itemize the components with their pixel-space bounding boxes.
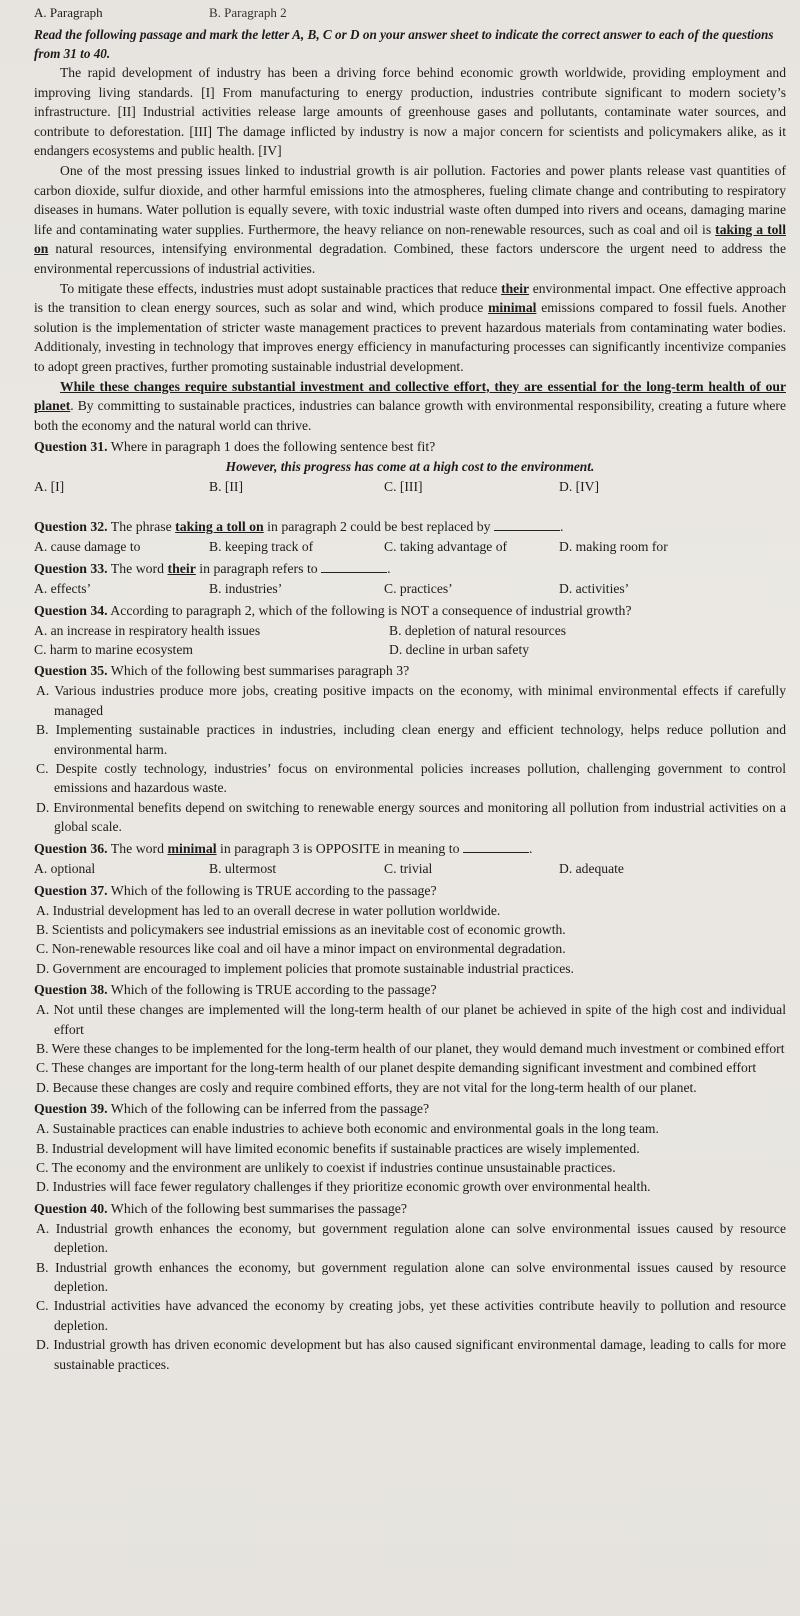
question-36: Question 36. The word minimal in paragraph 3 is OPPOSITE in meaning to . xyxy=(34,840,533,856)
option-b: B. Scientists and policymakers see industrial emissions as an inevitable cost of economic growth. xyxy=(36,921,566,937)
passage-paragraph-2: One of the most pressing issues linked to industrial growth is air pollution. Factories and power plants release vast quantities of carbon dioxide, sulfur dioxide, and other harmful emissions into the atmospheres, fueling climate change and contributing to respiratory diseases in humans. Water pollution is equally severe, with toxic industrial waste often dumped into rivers and oceans, damaging marine life and contaminating water supplies. Furthermore, the heavy reliance on non-renewable resources, such as coal and oil is taking a toll on natural resources, intensifying environmental degradation. Combined, these factors underscore the urgent need to address the environmental repercussions of industrial activities. xyxy=(34,162,786,276)
question-35: Question 35. Which of the following best summarises paragraph 3? xyxy=(34,663,410,679)
option-a: A. an increase in respiratory health issues xyxy=(34,623,261,639)
option-b: B. keeping track of xyxy=(209,539,314,555)
question-31-sentence: However, this progress has come at a high cost to the environment. xyxy=(225,459,595,475)
option-c: C. taking advantage of xyxy=(384,539,508,555)
option-b: B. Industrial growth enhances the economy, but government regulation alone can solve environmental issues caused by resource depletion. xyxy=(36,1259,786,1295)
underlined-word-minimal: minimal xyxy=(488,300,537,316)
fragment-option-b: B. Paragraph 2 xyxy=(209,5,287,20)
option-b: B. [II] xyxy=(209,479,243,495)
passage-paragraph-4: While these changes require substantial investment and collective effort, they are essential for the long-term health of our planet. By committing to sustainable practices, industries can balance growth with environmental responsibility, creating a future where both the economy and the natural world can thrive. xyxy=(34,378,786,433)
option-c: C. trivial xyxy=(384,860,433,876)
option-d: D. Industrial growth has driven economic development but has also caused significant environmental damage, leading to calls for more sustainable practices. xyxy=(36,1337,786,1372)
question-32: Question 32. The phrase taking a toll on in paragraph 2 could be best replaced by . xyxy=(34,519,564,535)
option-d: D. making room for xyxy=(559,539,668,555)
passage-paragraph-3: To mitigate these effects, industries must adopt sustainable practices that reduce their environmental impact. One effective approach is the transition to clean energy sources, such as solar and wind, which produce minimal emissions compared to fossil fuels. Another solution is the implementation of stricter waste management practices to prevent hazardous materials from contaminating water bodies. Additionaly, investing in technology that improves energy efficiency in manufacturing processes can significantly incentivize companies to adopt green practives, further promoting sustainable industrial development. xyxy=(34,280,786,374)
option-b: B. Implementing sustainable practices in industries, including clean energy and efficient technology, helps reduce pollution and environmental harm. xyxy=(36,722,786,757)
option-a: A. optional xyxy=(34,860,96,876)
underlined-phrase-taking-a-toll: taking a toll on xyxy=(34,221,786,257)
question-32-options xyxy=(34,537,786,557)
fragment-option-a: A. Paragraph xyxy=(34,5,103,20)
question-34-options xyxy=(34,621,786,659)
option-a: A. effects’ xyxy=(34,581,92,597)
option-a: A. Various industries produce more jobs, creating positive impacts on the economy, with minimal environmental effects if carefully managed xyxy=(36,683,786,718)
option-c: C. Non-renewable resources like coal and oil have a minor impact on environmental degradation. xyxy=(36,941,566,957)
option-c: C. Industrial activities have advanced the economy by creating jobs, yet these activities contribute heavily to pollution and resource depletion. xyxy=(36,1298,786,1333)
option-d: D. Industries will face fewer regulatory challenges if they prioritize economic growth over environmental health. xyxy=(36,1179,651,1195)
option-b: B. ultermost xyxy=(209,860,277,876)
option-a: A. Not until these changes are implemented will the long-term health of our planet be achieved in spite of the high cost and individual effort xyxy=(36,1002,786,1037)
question-33-options xyxy=(34,579,786,599)
option-c: C. These changes are important for the long-term health of our planet despite demanding significant investment and combined effort xyxy=(36,1060,757,1076)
option-d: D. decline in urban safety xyxy=(389,642,530,658)
previous-question-fragment xyxy=(34,4,786,22)
option-b: B. industries’ xyxy=(209,581,283,597)
answer-blank xyxy=(494,518,560,531)
answer-blank xyxy=(463,840,529,853)
option-a: A. cause damage to xyxy=(34,539,141,555)
option-d: D. [IV] xyxy=(559,479,600,495)
underlined-sentence: While these changes require substantial investment and collective effort, they are essential for the long-term health of our planet xyxy=(34,378,786,414)
option-c: C. The economy and the environment are unlikely to coexist if industries continue unsustainable practices. xyxy=(36,1160,616,1175)
option-d: D. Government are encouraged to implement policies that promote sustainable industrial practices. xyxy=(36,960,574,976)
question-31: Question 31. Where in paragraph 1 does the following sentence best fit? xyxy=(34,439,436,455)
option-c: C. harm to marine ecosystem xyxy=(34,642,193,658)
question-38: Question 38. Which of the following is TRUE according to the passage? xyxy=(34,982,437,998)
question-37: Question 37. Which of the following is TRUE according to the passage? xyxy=(34,882,437,898)
option-a: A. Sustainable practices can enable industries to achieve both economic and environmental goals in the long team. xyxy=(36,1121,659,1137)
option-d: D. Because these changes are cosly and require combined efforts, they are not vital for the long-term health of our planet. xyxy=(36,1079,697,1095)
question-39: Question 39. Which of the following can be inferred from the passage? xyxy=(34,1101,430,1117)
question-36-options xyxy=(34,859,786,879)
question-40: Question 40. Which of the following best summarises the passage? xyxy=(34,1200,407,1216)
question-33: Question 33. The word their in paragraph refers to . xyxy=(34,561,391,577)
question-34: Question 34. According to paragraph 2, which of the following is NOT a consequence of industrial growth? xyxy=(34,603,632,619)
instruction: Read the following passage and mark the letter A, B, C or D on your answer sheet to indicate the correct answer to each of the questions from 31 to 40. xyxy=(34,27,774,61)
option-c: C. [III] xyxy=(384,479,423,495)
option-c: C. practices’ xyxy=(384,581,453,597)
option-b: B. Were these changes to be implemented for the long-term health of our planet, they would demand much investment or combined effort xyxy=(36,1040,785,1056)
option-c: C. Despite costly technology, industries’ focus on environmental policies increases pollution, challenging government to control emissions and hazardous waste. xyxy=(36,760,786,796)
option-d: D. activities’ xyxy=(559,581,630,597)
answer-blank xyxy=(321,560,387,573)
option-d: D. adequate xyxy=(559,860,624,876)
option-a: A. [I] xyxy=(34,479,65,495)
passage-paragraph-1: The rapid development of industry has been a driving force behind economic growth worldwide, providing employment and improving living standards. [I] From manufacturing to energy production, industries contribute significant to modern society’s infrastructure. [II] Industrial activities release large amounts of greenhouse gases and pollutants, contaminate water sources, and contribute to deforestation. [III] The damage inflicted by industry is now a major concern for scientists and policymakers alike, as it endangers ecosystems and public health. [IV] xyxy=(34,65,786,159)
option-a: A. Industrial development has led to an overall decrese in water pollution worldwide. xyxy=(36,902,501,918)
option-b: B. Industrial development will have limited economic benefits if sustainable practices are wisely implemented. xyxy=(36,1140,640,1156)
underlined-word-their: their xyxy=(501,280,530,296)
option-b: B. depletion of natural resources xyxy=(389,623,567,639)
option-a: A. Industrial growth enhances the economy, but government regulation alone can solve environmental issues caused by resource depletion. xyxy=(36,1220,786,1256)
question-31-options xyxy=(34,477,786,497)
option-d: D. Environmental benefits depend on switching to renewable energy sources and monitoring all pollution from industrial activities on a global scale. xyxy=(36,799,786,835)
